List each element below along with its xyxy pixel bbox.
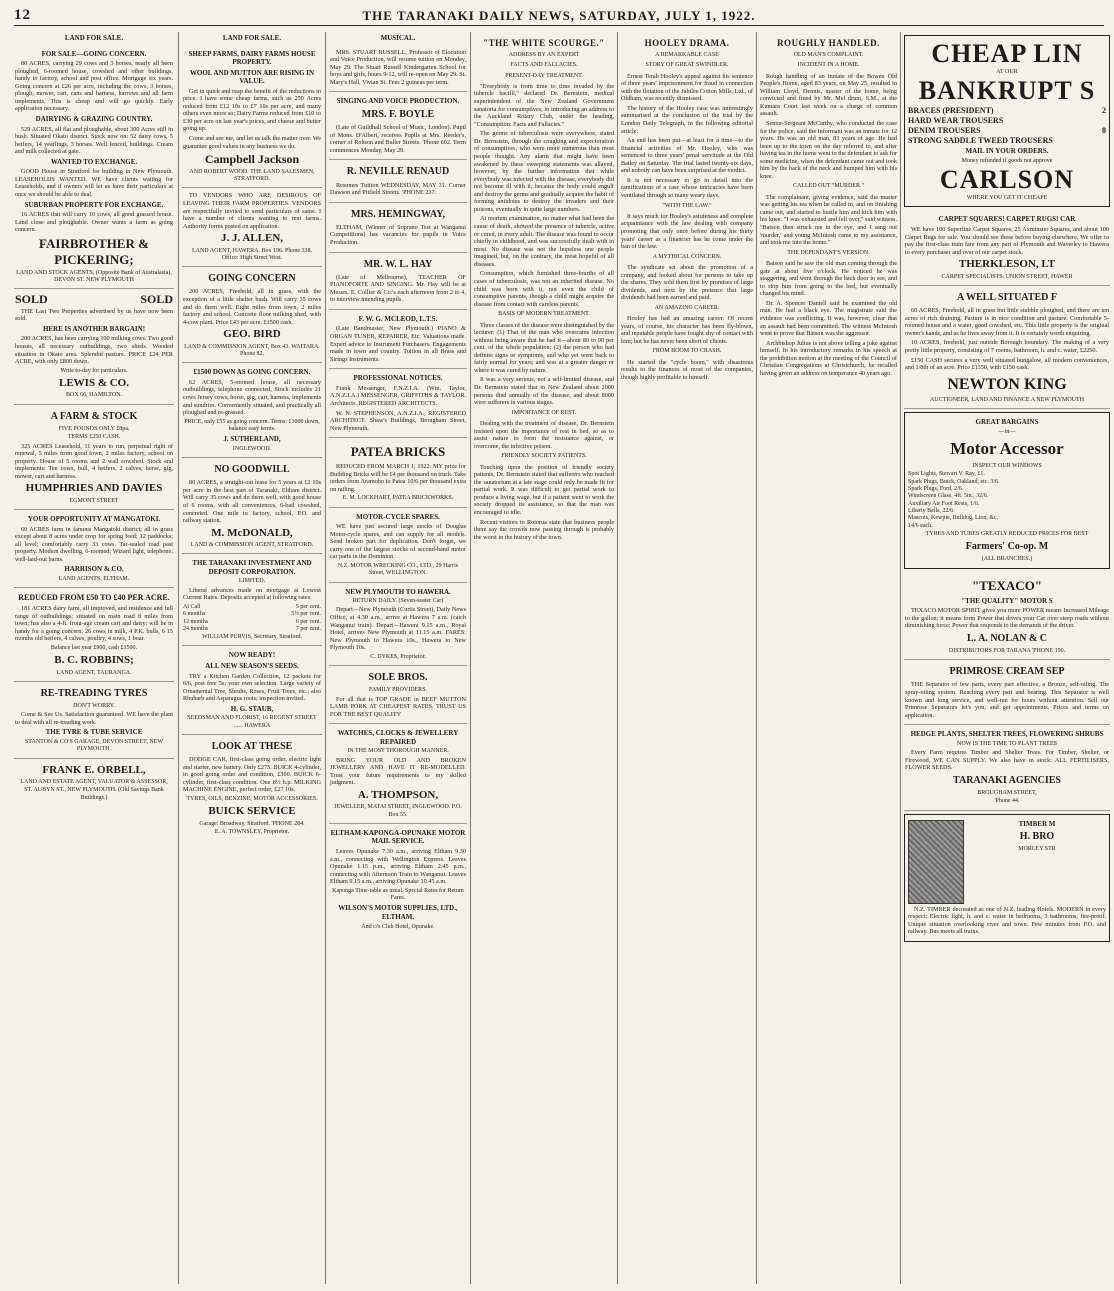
classified-ad: [182, 735, 322, 840]
ad-heading: RE-TREADING TYRES: [40, 687, 148, 699]
accessory-item: Spark Plugs, Ford, 2/6.: [908, 486, 964, 492]
agent-name: E. M. LOCKHART, PATEA BRICKWORKS.: [342, 495, 454, 502]
ad-body: ELTHAM, (Winner of Soprano Test at Wanganui Competitions) has vacancies for pupils in Voice Production.: [330, 223, 466, 246]
classified-ad: [329, 92, 467, 160]
ad-heading: THE TARANAKI INVESTMENT AND DEPOSIT CORPORATION.: [192, 559, 312, 576]
agent-name: BUICK SERVICE: [208, 805, 296, 818]
ad-body: THE Separator of few parts, every part effective, a Bronze, self-oiling. The spray-oiling system. Reaching every part and bearing. This Separator is well known and long service, and well-run for hours without attention. Sell our Primrose Separators let's you, and get appointments. Prices and terms on application.: [905, 681, 1109, 719]
ad-signature: E. A. TOWNSLEY, Proprietor.: [214, 828, 290, 835]
classified-ad: [329, 438, 467, 507]
agent-address: LAND AND STOCK AGENTS, (Opposite Bank of Australasia), DEVON ST. NEW PLYMOUTH: [16, 269, 172, 283]
classified-ad: [14, 588, 174, 682]
ad-name: MRS. F. BOYLE: [361, 108, 435, 120]
article-paragraph: The syndicate set about the promotion of a company, and looked about for persons to take up the shares. They sold them first by promises of large dividends, and next by the pretence that large dividends had been earned and paid.: [621, 264, 753, 302]
ad-body: (Late Bandmaster, New Plymouth.) PIANO & ORGAN TUNER, REPAIRER, Etc. Valuations made. Expert advice to Instrument Purchasers. Engagements made in town and country. Tuition in all Brass and Strings Instruments.: [330, 325, 466, 363]
agent-name: LEWIS & CO.: [59, 376, 129, 389]
column-7: [904, 32, 1110, 1284]
column-1: [14, 32, 174, 1284]
ad-body: WE have 100 Superfine Carpet Squares, 25 Axminster Squares, and about 100 Carpet Rugs for sale. You should see these before buying elsewhere. We offer to pay the first-class train fare from any part of Plymouth and Waverley to Hawera to every purchaser and over of our carpet stock.: [905, 226, 1109, 256]
ad-body: 529 ACRES, all flat and ploughable, about 300 Acres still in bush. Situated Okato district. Stock now on: 52 dairy cows, 5 heifers, 14 yearlings, 3 horses. Well fenced, buildings. Cream and milk collected at gate.: [15, 125, 173, 156]
ad-subheading: RETURN DAILY. (Seven-seater Car): [352, 598, 444, 605]
store-address: DISTRIBUTORS FOR TARANA 'PHONE 190.: [948, 647, 1066, 654]
article-subhead: BASIS OF MODERN TREATMENT.: [498, 311, 590, 318]
classified-ad: [14, 759, 174, 806]
classified-ad: [14, 289, 174, 405]
agent-name: Campbell Jackson: [204, 152, 300, 167]
ad-body: MRS. STUART RUSSELL, Professor of Elocution and Voice Production, will resume tuition on Monday, May 29. The Stuart Russell Kindergarten School for boys and girls, hours 9-12, will re-open on May 29. St. Mary's Hall, Vivian St. Fees 2 guineas per term.: [330, 48, 466, 86]
article-paragraph: Senior-Sergeant McCarthy, who conducted the case for the police, said the informant was an inmate for 12 years. He was an old man, 83 years of age. He had been up to the town on the day referred to, and after having tea in the home went to the defendant to ask for some medicine, when the defendant came out and took him by the back of the neck and bumped him with his knee.: [760, 119, 897, 180]
ad-banner: Motor Accessor: [950, 439, 1064, 459]
classified-ad: [14, 405, 174, 510]
article-paragraph: At mortem examination, no matter what had been the cause of death, showed the presence of tubercle, active or cured, in every adult. The disease was found to occur chiefly in childhood, and was successfully dealt with in most. No disease was not the hopeless one people imagined, but, on the contrary, the most hopeful of all diseases.: [474, 215, 614, 268]
article-subhead: THE DEPENDANT'S VERSION.: [787, 249, 870, 256]
article-paragraph: Rough handling of an inmate of the Bowen Old People's Home, aged 83 years, on May 25, resulted in William Lloyd, Dennis, master of the home, being convicted and fined by Mr. Mel drum, S.M., at the Kumara Court last week on a charge of common assault.: [760, 72, 897, 118]
agent-address: Garage: Broadway, Stratford. 'PHONE 284.: [199, 820, 305, 827]
classified-ad: [182, 458, 322, 554]
agent-address: LAND AGENT, HAWERA. Box 196. Phone 338. Office: High Street West.: [191, 247, 313, 261]
article-headline: HOOLEY DRAMA.: [644, 38, 730, 48]
column-divider: [756, 32, 757, 1284]
classified-ad: [329, 369, 467, 438]
display-ad-primrose: [904, 660, 1110, 725]
agent-address: And c/o Club Hotel, Opunake.: [361, 923, 435, 930]
display-ad-newton-king: [904, 286, 1110, 410]
column-6: [760, 32, 897, 1284]
display-ad-timber: [904, 814, 1110, 942]
ad-heading: GREAT BARGAINS: [975, 418, 1039, 427]
ad-body: DODGE CAR, first-class going order, electric light and starter, new battery. Only £275. BUICK 4-cylinder, in good going order and condition, £300. BUICK 6-cylinder, first-class condition. One 8½ h.p. MILKING MACHINE ENGINE, perfect order, £27 10s.: [183, 756, 321, 794]
deposit-rate-row: [183, 619, 321, 626]
agent-name: M. McDONALD,: [211, 526, 293, 539]
ad-body: 80 ACRES, carrying 29 cows and 3 horses, nearly all been ploughed, 6-roomed house, cowshed and other buildings, handy to factory, school and post office. Mortgage six years. Going concern at £26 per acre, including the cows, 3 horses, plough, mower, cart, cans and harness, harrows and all farm implements. This is cheap and will go quickly. Early application necessary.: [15, 60, 173, 113]
ad-heading: £1500 DOWN AS GOING CONCERN.: [193, 368, 311, 377]
accessory-item: 14/6 each.: [908, 522, 933, 529]
store-name: NEWTON KING: [947, 375, 1067, 393]
ad-heading: TIMBER M: [1018, 819, 1056, 828]
ad-heading: HEDGE PLANTS, SHELTER TREES, FLOWERING SHRUBS: [910, 730, 1104, 739]
classified-ad: [329, 508, 467, 583]
article-subhead: A MYTHICAL CONCERN.: [652, 253, 722, 260]
agent-address: AND ROBERT WOOD. THE LAND SALESMEN, STRATFORD.: [189, 168, 315, 183]
ad-body: 60 ACRES farm in famous Mangatoki district; all in grass except about 8 acres under crop for spring feed; 12 paddocks; all level; comfortably carry 33 cows. Tar-sealed road past property. Modern dwelling, 6-roomed; Wizard light, telephone; well-laid-out barns.: [15, 525, 173, 563]
article-subhead: IMPORTANCE OF REST.: [511, 409, 577, 416]
display-ad-therkleson: [904, 210, 1110, 286]
column-divider: [617, 32, 618, 1284]
ad-subheading: IN THE MOST THOROUGH MANNER.: [347, 748, 449, 755]
column-divider: [325, 32, 326, 1284]
ad-body: Come & See Us. Satisfaction guaranteed. WE have the plant to deal with all re-treading work.: [15, 711, 173, 726]
accessory-item: Liberty Bells, 22/6.: [908, 507, 955, 514]
classified-ad: [14, 682, 174, 759]
section-heading: LAND FOR SALE.: [222, 34, 282, 42]
ad-subheading: DON'T WORRY.: [73, 703, 115, 709]
article-paragraph: "Everybody is from time to time invaded by the tubercle bacilli," declared Dr. Bernstein, medical superintendent of the New Zealand Government sanatoria for consumptives, in introducing an address to the Auckland Rotary Club, under the heading, "Consumption: Facts and Fallacies.": [474, 82, 614, 128]
deposit-rate-row: [183, 626, 321, 633]
ad-name: F. W. G. MCLEOD, L.T.S.: [358, 314, 438, 323]
ad-body: THE Last Two Properties advertised by us have now been sold.: [15, 307, 173, 323]
ad-heading: DAIRYING & GRAZING COUNTRY.: [35, 115, 153, 123]
ad-heading: SINGING AND VOICE PRODUCTION.: [336, 97, 460, 106]
ad-subheading: ALL NEW SEASON'S SEEDS.: [205, 661, 299, 670]
ad-body: BRING YOUR OLD AND BROKEN JEWELLERY AND HAVE IT RE-MODELLED. Trust your future requirements to my skilled judgment.: [330, 756, 466, 787]
agent-address: LAND AGENT, TAURANGA.: [56, 669, 132, 676]
deposit-rate: 6 per cent.: [295, 618, 321, 625]
article-headline: ROUGHLY HANDLED.: [777, 38, 880, 48]
column-5: [621, 32, 753, 1284]
classified-ad: [14, 510, 174, 588]
agent-name: J. SUTHERLAND,: [223, 435, 281, 444]
ad-body: TEXACO MOTOR SPIRIT gives you more POWER means Increased Mileage to the gallon; it means form Power that drives your Car over steep roads without diminishing force; Power that responds to the demands of the driver.: [905, 607, 1109, 630]
item-name: STRONG SADDLE TWEED TROUSERS: [908, 135, 1053, 145]
ad-heading: MAIL IN YOUR ORDERS.: [965, 147, 1049, 156]
accessory-item: Mascots, Kewpie, Bulldog, Lion, &c.: [908, 515, 999, 522]
ad-price: PRICE, only £55 as going concern. Terms: £1000 down, balance easy terms.: [184, 418, 320, 432]
deposit-rate-row: [183, 611, 321, 618]
agent-name: FRANK E. ORBELL,: [42, 763, 146, 776]
ad-signature: WILLIAM PURVIS, Secretary, Stratford.: [201, 634, 303, 641]
ad-body: (Late of Melbourne), TEACHER OF PIANOFORTE AND SINGING. Mr. Hay will be at Messrs. E. Collier & Co.'s each afternoon from 2 to 4, to interview intending pupils.: [330, 273, 466, 304]
ad-heading: A FARM & STOCK: [50, 410, 138, 422]
article-subhead: OLD MAN'S COMPLAINT.: [793, 51, 864, 58]
ad-heading: FOR SALE—GOING CONCERN.: [41, 49, 147, 58]
ad-price: FIVE POUNDS ONLY £8pa.: [58, 425, 130, 432]
ad-body: W. N. STEPHENSON, A.N.Z.I.A., REGISTERED ARCHITECT. Shaw's Buildings, Brougham Street, New Plymouth.: [330, 409, 466, 432]
agent-name: N.Z. MOTOR WRECKING CO., LTD., 29 Harris Street, WELLINGTON.: [337, 562, 459, 577]
accessory-item: Auxiliary Air Foot Rests, 1/6.: [908, 500, 980, 507]
ad-note: Money refunded if goods not approve: [961, 157, 1053, 164]
ad-body: TRY a Kitchen Garden Collection, 12 packets for 6/6, post free 5s; your own selection. Large variety of Ornamental Tree, Shrubs, Roses, Fruit Trees, etc.; also Rhubarb and Asparagus roots; inspection invited.: [183, 672, 321, 703]
price-list-item: [908, 136, 1106, 146]
item-name: HARD WEAR TROUSERS: [908, 116, 1004, 126]
display-ad-carlson: [904, 35, 1110, 207]
article-paragraph: Ernest Terah Hooley's appeal against his sentence of three years' imprisonment for fraud in connection with the flotation of the Jubilee Cotton Mills, Ltd., of Oldham, was recently dismissed.: [621, 72, 753, 103]
agent-name: GEO. BIRD: [223, 328, 281, 341]
article-paragraph: Archbishop Julius is not above telling a joke against himself. In his introductory remarks in his speech at the prohibition motion at the meeting of the Council of Christian Congregations at Christchurch, he recalled having given an address on temperance 40 years ago.: [760, 339, 897, 377]
display-ad-motor-accessories: [904, 412, 1110, 568]
article-paragraph: Recent visitors to Rotorua state that business people there say the crowds now passing through is probably the worst in the history of the town.: [474, 518, 614, 541]
deposit-term: 24 months: [183, 625, 209, 632]
ad-heading: PATEA BRICKS: [350, 444, 446, 460]
ad-note: Come and see me, and let us talk the matter over. We guarantee good values in any business we do.: [183, 135, 321, 150]
ad-heading: NO GOODWILL: [214, 464, 290, 476]
store-address: MORLEY STR: [1018, 846, 1056, 853]
article-paragraph: Three classes of the disease were distinguished by the lecturer: (1) That of the man who overcame infection without being aware that he had it—about 80 to 90 per cent. of the whole population; (2) the person who had definite signs or symptoms, and who yet went back to fairly normal for years; and was at a greater danger or where it was cured by nature.: [474, 321, 614, 374]
ad-heading: LOOK AT THESE: [211, 740, 293, 752]
agent-address: JEWELLER, MATAI STREET, INGLEWOOD. P.O. Box 55.: [334, 804, 462, 818]
display-ad-texaco: [904, 572, 1110, 661]
ad-heading: SUBURBAN PROPERTY FOR EXCHANGE.: [24, 200, 164, 209]
article-paragraph: He started the "cycle boom," with disastrous results to the finances of most of the companies, though highly profitable to himself.: [621, 358, 753, 381]
article-paragraph: Dr. A. Spencer Daniell said he examined the old man. He had a black eye. The magistrate said the evidence was conflicting. It was, however, clear that an assault had been committed. The witness McIntosh went to prove that Batson was the aggressor.: [760, 299, 897, 338]
agent-name: HUMPHRIES AND DAVIES: [25, 482, 163, 495]
ad-banner: BANKRUPT S: [918, 76, 1096, 106]
sold-label: SOLD: [140, 292, 173, 307]
article-paragraph: It is not necessary to go in detail into the ramifications of a case whose intricacies have been ventilated through so many weary days.: [621, 176, 753, 200]
agent-address: EGMONT STREET: [69, 497, 119, 504]
ad-body: N.Z. TIMBER decorated as one of N.Z. leading Hotels. MODERN in every respect; Electric light, h. and c. water in bedrooms, 3 bathrooms, fire-proof. Unique situation overlooking river and town. Few minutes from P.O. and railway. Bus meets all trains.: [908, 905, 1106, 936]
store-name: L. A. NOLAN & C: [966, 632, 1047, 644]
ad-heading: REDUCED FROM £50 TO £40 PER ACRE.: [18, 593, 170, 603]
price-list-item: [908, 126, 1106, 136]
classified-ad: [182, 267, 322, 363]
agent-address: ST. AUBYN ST., NEW PLYMOUTH. (Old Savings Bank Buildings.): [24, 787, 164, 801]
ad-heading: WATCHES, CLOCKS & JEWELLERY REPAIRED: [337, 729, 459, 746]
classified-ad: [182, 188, 322, 267]
agent-name: THE TYRE & TUBE SERVICE: [45, 728, 143, 737]
ad-body: TO VENDORS WHO ARE DESIROUS OF LEAVING THEIR FARM PROPERTIES. VENDORS are respectfully invited to send particulars of same. I have a number of clients wanting to rent farms. Authority forms posted on application.: [183, 192, 321, 230]
ad-subheading: AT OUR: [996, 69, 1018, 75]
ad-subheading: "THE QUALITY" MOTOR S: [961, 596, 1053, 605]
price-list: [908, 106, 1106, 145]
ad-body: Every Farm requires Timber and Shelter Trees. For Timber, Shelter, or Firewood, WE CAN SUPPLY. We also have in stock: ALL FERTILISERS, FLOWER SEEDS.: [905, 749, 1109, 772]
page-number: 12: [14, 7, 31, 23]
agent-name: HARRISON & CO.: [64, 565, 124, 574]
newspaper-title: THE TARANAKI DAILY NEWS, SATURDAY, JULY 1, 1922.: [362, 7, 756, 23]
ad-body: 60 ACRES, Freehold, all in grass but little stubble ploughed, and there are ten acres of rich draining. Pasture is in nice condition and pasture. Comfortable 5-roomed house and a water, good cowshed, etc. This little property is the original owner's hands, and as he lives away from it. It is certainly worth enquiring.: [905, 307, 1109, 337]
article-subhead: FROM BOOM TO CRASH.: [652, 348, 722, 355]
item-name: DENIM TROUSERS: [908, 125, 981, 135]
article-headline: "THE WHITE SCOURGE.": [483, 38, 605, 48]
ad-body: Liberal advances made on mortgage at Lowest Current Rates. Deposits accepted at following rates:: [183, 586, 321, 602]
ad-heading: MOTOR-CYCLE SPARES.: [356, 512, 440, 521]
agent-name: A. THOMPSON,: [357, 788, 439, 801]
ad-body: 181 ACRES dairy farm, all improved, and residence and full range of outbuildings; situated on main road 8 miles from town; has also a 4-ft. front-age cream cart and dairy; will be in handy for a going concern: 26 cows in milk, 4 P.K. bulls, 6 15 months old heifers, 4 calves, poultry, 4 sows, 1 boar.: [15, 604, 173, 643]
ad-name: MRS. HEMINGWAY,: [351, 208, 445, 220]
classified-ad: [329, 253, 467, 310]
ad-body: 200 ACRES, Freehold, all in grass, with the exception of a little shelter bush. Will carry 35 cows and do them well. Eight miles from town, 2 miles factory and school. Concrete floor milking shed, with 4-cow plant. Price £43 per acre. £1500 cash.: [183, 288, 321, 326]
section-heading: LAND FOR SALE.: [64, 34, 124, 42]
article-subhead: FRIENDLY SOCIETY PATIENTS.: [501, 453, 587, 460]
ad-subheading: —in—: [998, 429, 1016, 436]
store-slogan: WHERE YOU GET IT CHEAPE: [966, 195, 1048, 202]
ad-name: MR. W. L. HAY: [363, 258, 433, 270]
deposit-rates-list: [183, 604, 321, 633]
ad-heading: YOUR OPPORTUNITY AT MANGATOKI.: [27, 515, 161, 524]
ad-heading: "TEXACO": [971, 577, 1043, 593]
deposit-term: At Call: [183, 603, 201, 610]
article-paragraph: It was a very serious, not a self-limited disease, and Dr. Bernstein stated that in New Zealand about 2000 persons died annually of the disease, and about 8000 were sufferers in various stages.: [474, 376, 614, 407]
ad-body: WE have just secured large stocks of Douglas Motor-cycle spares, and can supply for all models. Send broken part for duplication. Don't forget, we carry one of the largest stocks of second-hand motor car parts in the Dominion.: [330, 523, 466, 561]
ad-body: 200 ACRES, has been carrying 100 milking cows. Two good houses, all necessary outbuildings, two sheds. Wooded situation in Okato area. Splendid pasture. PRICE £24 PER ACRE, with only £800 down.: [15, 335, 173, 366]
article-subhead: FACTS AND FALLACIES.: [510, 62, 578, 69]
ad-body: £150 CASH secures a very well situated bungalow, all modern conveniences, and 1/8th of an acre. Price £1350, with £150 cash.: [905, 356, 1109, 372]
ad-heading: SHEEP FARMS, DAIRY FARMS HOUSE PROPERTY.: [188, 49, 316, 67]
store-address: AUCTIONEER, LAND AND FINANCE A NEW PLYMOUTH: [929, 397, 1085, 404]
article-subhead: INCIDENT IN A HOME.: [797, 62, 860, 69]
store-name: THERKLESON, LT: [958, 258, 1056, 271]
classified-ad: [329, 310, 467, 369]
article-subhead: PRESENT-DAY TREATMENT.: [505, 72, 583, 79]
article-subhead: "WITH THE LAW.": [662, 202, 712, 209]
store-name: CARLSON: [939, 165, 1075, 195]
ad-price: Balance last year £900, cash £1500.: [50, 644, 138, 651]
ad-note: Write to-day for particulars.: [60, 367, 128, 374]
masthead: [14, 6, 1104, 26]
ad-heading: A WELL SITUATED F: [957, 291, 1057, 303]
classified-ad: [182, 363, 322, 458]
ad-subheading: FAMILY PROVIDERS.: [368, 687, 428, 694]
sold-banner: [15, 292, 173, 307]
ad-subheading: LIMITED.: [238, 578, 266, 585]
column-2: [182, 32, 322, 1284]
article-subhead: AN AMAZING CAREER.: [654, 304, 720, 311]
ad-heading: CARPET SQUARES! CARPET RUGS! CAR: [938, 215, 1076, 224]
column-divider: [178, 32, 179, 1284]
price-list-item: [908, 106, 1106, 116]
ad-heading: WANTED TO EXCHANGE.: [50, 157, 138, 166]
agent-address: LAND & COMMISSION AGENT, STRATFORD.: [190, 542, 314, 549]
classified-ad: [329, 160, 467, 202]
article-paragraph: An end has been put—at least for a time—to the financial activities of Mr. Hooley, who was sentenced to three years' penal servitude at the Old Bailey on Saturday. The trial lasted twenty-six days, and nobody can have been surprised at the verdict.: [621, 137, 753, 175]
accessory-item: Spark Plugs, Buick, Oakland, etc. 3/6.: [908, 478, 1000, 485]
classified-ad: [182, 646, 322, 734]
hotel-photo: [908, 820, 964, 904]
accessory-item: Windscreen Glass, 4ft. 5in., 32/6.: [908, 493, 989, 500]
agent-address: SEEDSMAN AND FLORIST, 16 REGENT STREET ...... HAWERA: [187, 715, 317, 729]
classified-ad: [329, 666, 467, 724]
store-branches: (ALL BRANCHES.): [981, 556, 1033, 563]
ad-subheading: NOW IS THE TIME TO PLANT TREES: [957, 740, 1057, 747]
store-address: CARPET SPECIALISTS. UNION STREET, HAWER: [941, 273, 1073, 280]
ad-signature: C. DYKES, Proprietor.: [370, 653, 426, 660]
deposit-rate: 7 per cent.: [295, 625, 321, 632]
agent-name: FAIRBROTHER & PICKERING;: [39, 235, 149, 267]
classified-ad: [182, 45, 322, 189]
classified-ad: [329, 45, 467, 93]
classified-ad: [14, 45, 174, 290]
classified-ad: [182, 554, 322, 646]
agent-title: LAND AND ESTATE AGENT, VALUATOR & ASSESSOR,: [20, 779, 168, 785]
deposit-rate: 5½ per cent.: [291, 611, 321, 618]
ad-heading: GOING CONCERN: [208, 273, 296, 285]
store-address: BROUGHAM STREET,: [977, 789, 1037, 796]
ad-body: GOOD House in Stratford for building in New Plymouth. LEASEHOLDS WANTED. WE have clients waiting for Leaseholds, and if owners will let us have their particulars at once we should be able to deal.: [15, 168, 173, 198]
ad-body: 10 ACRES, freehold, just outside Borough boundary. The making of a very pretty little property, consisting of 7 rooms, bathroom, h. and c. water, £2250.: [905, 339, 1109, 354]
ad-note: Kaponga Time-table as usual. Special Rates for Return Fares.: [332, 887, 464, 902]
deposit-term: 6 months: [183, 611, 206, 618]
ad-body: Get in quick and reap the benefit of the reductions in price. I have some cheap farms, such as 250 Acres reduced from £12 10s to £7 10s per acre, and many others even more so; Dairy Farms reduced from £10 to £30 per acre on last year's prices, and cheese and butter going up.: [183, 87, 321, 133]
item-price: 8: [1102, 125, 1106, 135]
article-paragraph: It says much for Hooley's astuteness and complete acquaintance with the law dealing with company promoting that only once before during his thirty years' career as a financier has he come under the ban of the law.: [621, 212, 753, 251]
article-paragraph: The history of the Hooley case was interestingly summarised at the conclusion of the trial by the London Daily Telegraph, in the following editorial article:: [621, 104, 753, 135]
ad-note: TYRES AND TUBES GREATLY REDUCED PRICES FOR BEST: [925, 530, 1089, 537]
article-paragraph: Consumption, which furnished three-fourths of all cases of tuberculosis, was not an inherited disease. No child was born with it, not even the child of consumptive parents, though a child might acquire the disease from contact with careless parents.: [474, 270, 614, 308]
item-name: BRACES (PRESIDENT): [908, 106, 994, 116]
column-4: [474, 32, 614, 1284]
sold-label: SOLD: [15, 292, 48, 307]
classified-ad: [329, 824, 467, 935]
ad-body: REDUCED FROM MARCH 1, 1922. MY price for Building Bricks will be £4 per thousand on truck. Take orders from Aramoho to Patea 10/6 per thousand extra on railing.: [330, 463, 466, 493]
agent-address: LAND AGENTS, ELTHAM.: [58, 575, 130, 582]
ad-note: TYRES, OILS, BENZINE, MOTOR ACCESSORIES.: [186, 795, 318, 802]
agent-name: H. G. STAUB,: [230, 704, 274, 713]
ad-body: 325 ACRES Leasehold, 11 years to run, perpetual right of renewal, 5 miles from good town, 2 miles factory, school on property. House of 5 rooms and 2 wall cowshed. Stock and implements: Ten cows, bull, 4 heifers, 2 calves, horse, gig, mower, cart and harness.: [15, 442, 173, 480]
ad-heading: PROFESSIONAL NOTICES.: [353, 374, 443, 383]
price-list-item: [908, 116, 1106, 126]
article-paragraph: Batson said he saw the old man coming through the gate at about five o'clock. He noticed he was staggering, and went through the back door to see, and to stop him from going to the bed, but eventually changed his mind.: [760, 260, 897, 298]
ad-heading: NEW PLYMOUTH TO HAWERA.: [345, 587, 451, 596]
article-paragraph: Hooley has had an amazing career. Of recent years, of course, his character has been fly-blown, and reputable people have fought shy of contact with him; but he has never been short of clients.: [621, 315, 753, 345]
ad-heading: NOW READY!: [228, 651, 276, 660]
store-phone: 'Phone 44.: [994, 798, 1020, 805]
item-price: 2: [1102, 106, 1106, 116]
article-paragraph: Dealing with the treatment of disease, Dr. Bernstein insisted upon the importance of rest in bed, so as to assist nature to form the resistance against, or overcome, the infective poison.: [474, 420, 614, 450]
display-ad-taranaki-agencies: [904, 725, 1110, 810]
deposit-term: 12 months: [183, 618, 209, 625]
ad-terms: TERMS £250 CASH.: [67, 434, 121, 441]
agent-address: INGLEWOOD.: [232, 445, 272, 452]
agent-name: WILSON'S MOTOR SUPPLIES, LTD., ELTHAM.: [338, 904, 458, 921]
classified-ad: [329, 583, 467, 667]
ad-subheading: INSPECT OUR WINDOWS: [972, 463, 1042, 470]
agent-name: B. C. ROBBINS;: [54, 654, 134, 667]
article-paragraph: Touching upon the position of friendly society patients, Dr. Bernstein stated that sufferers who reached the sanatorium at a late stage could only be made fit for partial work. It was difficult to get partial work to produce a living wage, but if a patient went to work the society dropped its assistance, so that the man was encouraged to idle.: [474, 463, 614, 516]
agent-address: LAND & COMMISSION AGENT, Box 43. WAITARA. Phone 82.: [184, 343, 320, 357]
agent-name: J. J. ALLEN,: [220, 232, 284, 245]
ad-body: (Late of Guildhall School of Music, London). Pupil of Mons. D'Albert, receives Pupils at Mrs. Reeder's, corner of Robson and Buller Streets. 'Phone 602. Term commences Monday, May 29.: [330, 124, 466, 154]
classified-ad: [329, 724, 467, 824]
article-subhead: ADDRESS BY AN EXPERT: [508, 51, 580, 58]
column-divider: [470, 32, 471, 1284]
deposit-rate: 5 per cent.: [295, 603, 321, 610]
accessory-item: Spot Lights, Stewart V. Ray, £1.: [908, 471, 985, 478]
ad-body: Resumes Tuition WEDNESDAY, MAY 31. Corner Dawson and Pitfield Streets. 'PHONE 237.: [330, 181, 466, 197]
ad-heading: PRIMROSE CREAM SEP: [949, 666, 1065, 678]
agent-address: BOX 66, HAMILTON.: [65, 392, 122, 399]
ad-body: For all that is TOP GRADE in BEEF MUTTON LAMB PORK AT CHEAPEST RATES. TRUST US FOR THE BEST QUALITY: [330, 695, 466, 718]
ad-body: Frank Messenger, F.N.Z.I.A. (Wm. Taylor, A.N.Z.I.A.) MESSENGER, GRIFFITHS & TAYLOR. Architects. REGISTERED ARCHITECTS.: [330, 384, 466, 407]
accessory-list: [908, 471, 1106, 530]
column-3: [329, 32, 467, 1284]
article-subhead: STORY OF GREAT SWINDLER.: [645, 62, 729, 69]
store-name: H. BRO: [1019, 831, 1055, 843]
store-name: Farmers' Co-op. M: [965, 541, 1049, 553]
ad-heading: SOLE BROS.: [368, 672, 428, 684]
column-divider: [900, 32, 901, 1284]
ad-body: Depart—New Plymouth (Curtis Street), Daily News Office, at 4.30 a.m., arrive at Hawera 7 a.m. (catch Wanganui train). Depart—Hawera 9.15 a.m., Royal Hotel, arrives New Plymouth at 11.15 a.m. FARES: New Plymouth to Hawera 10s., Hawera to New Plymouth 10s.: [330, 606, 466, 652]
classified-ad: [329, 203, 467, 253]
ad-heading: ELTHAM-KAPONGA-OPUNAKE MOTOR MAIL SERVICE.: [330, 828, 466, 846]
agent-address: STANTON & CO'S GARAGE, DEVON STREET, NEW PLYMOUTH.: [24, 738, 164, 753]
ad-heading: HERE IS ANOTHER BARGAIN!: [42, 324, 146, 333]
ad-body: 80 ACRES, a straight-out lease for 5 years at £2 10s per acre in the best part of Taranaki, Eltham district. Will carry 35 cows and do them well, with good house of 6 rooms, with all conveniences, 6-bail cowshed, concreted. One mile to factory, school, P.O. and railway station.: [183, 479, 321, 525]
article-subhead: A REMARKABLE CASE: [655, 51, 719, 58]
article-paragraph: The complainant, giving evidence, said the master was getting his tea when he called in, and on finishing came out, and started to bustle him and kick him with his knee. "I was exhausted and fell over," said witness. "Batson then struck me in the eye, and I sang out 'murder,' and young McIntosh came to my assistance, and took me into the home.": [760, 193, 897, 247]
ad-body: 16 ACRES that will carry 10 cows, all good grassed house. Land close and ploughable. Owner wants a farm as going concern.: [15, 211, 173, 234]
section-heading: MUSICAL.: [380, 34, 416, 42]
ad-body: 62 ACRES, 5-roomed house, all necessary outbuildings, telephone connected, Stock includes 21 cows Jersey cows, horse, gig, cart, harness, implements and sundries. Conveniently situated, and practically all ploughed and re-grassed.: [183, 378, 321, 417]
article-paragraph: The germs of tuberculosis were everywhere, stated Dr. Bernstein, through the coughing and expectoration of consumptives, who were more numerous than most people thought. Any alarm that might have been awakened by these sweeping statements was allayed, however, by the further information that while everybody was infected with the disease, everybody did not become ill with it, because the body could engulf and destroy the germs and gradually acquire the habit of forming antidotes to destroy the invaders and their poisons, eventually in quite large numbers.: [474, 130, 614, 213]
ad-banner: CHEAP LIN: [931, 39, 1083, 68]
ad-name: R. NEVILLE RENAUD: [346, 166, 450, 178]
article-subhead: CALLED OUT "MURDER.": [793, 183, 864, 190]
store-name: TARANAKI AGENCIES: [953, 774, 1061, 786]
ad-subheading: WOOL AND MUTTON ARE RISING IN VALUE.: [189, 68, 315, 86]
ad-body: Leaves Opunake 7.30 a.m., arriving Eltham 9.30 a.m., connecting with Wellington Express. Leaves Opunake 1.15 p.m., arriving Eltham 2.45 p.m., connecting with Afternoon Train to Wanganui. Leaves Eltham 9.15 a.m., arriving Opunake 10.45 a.m.: [330, 848, 466, 886]
